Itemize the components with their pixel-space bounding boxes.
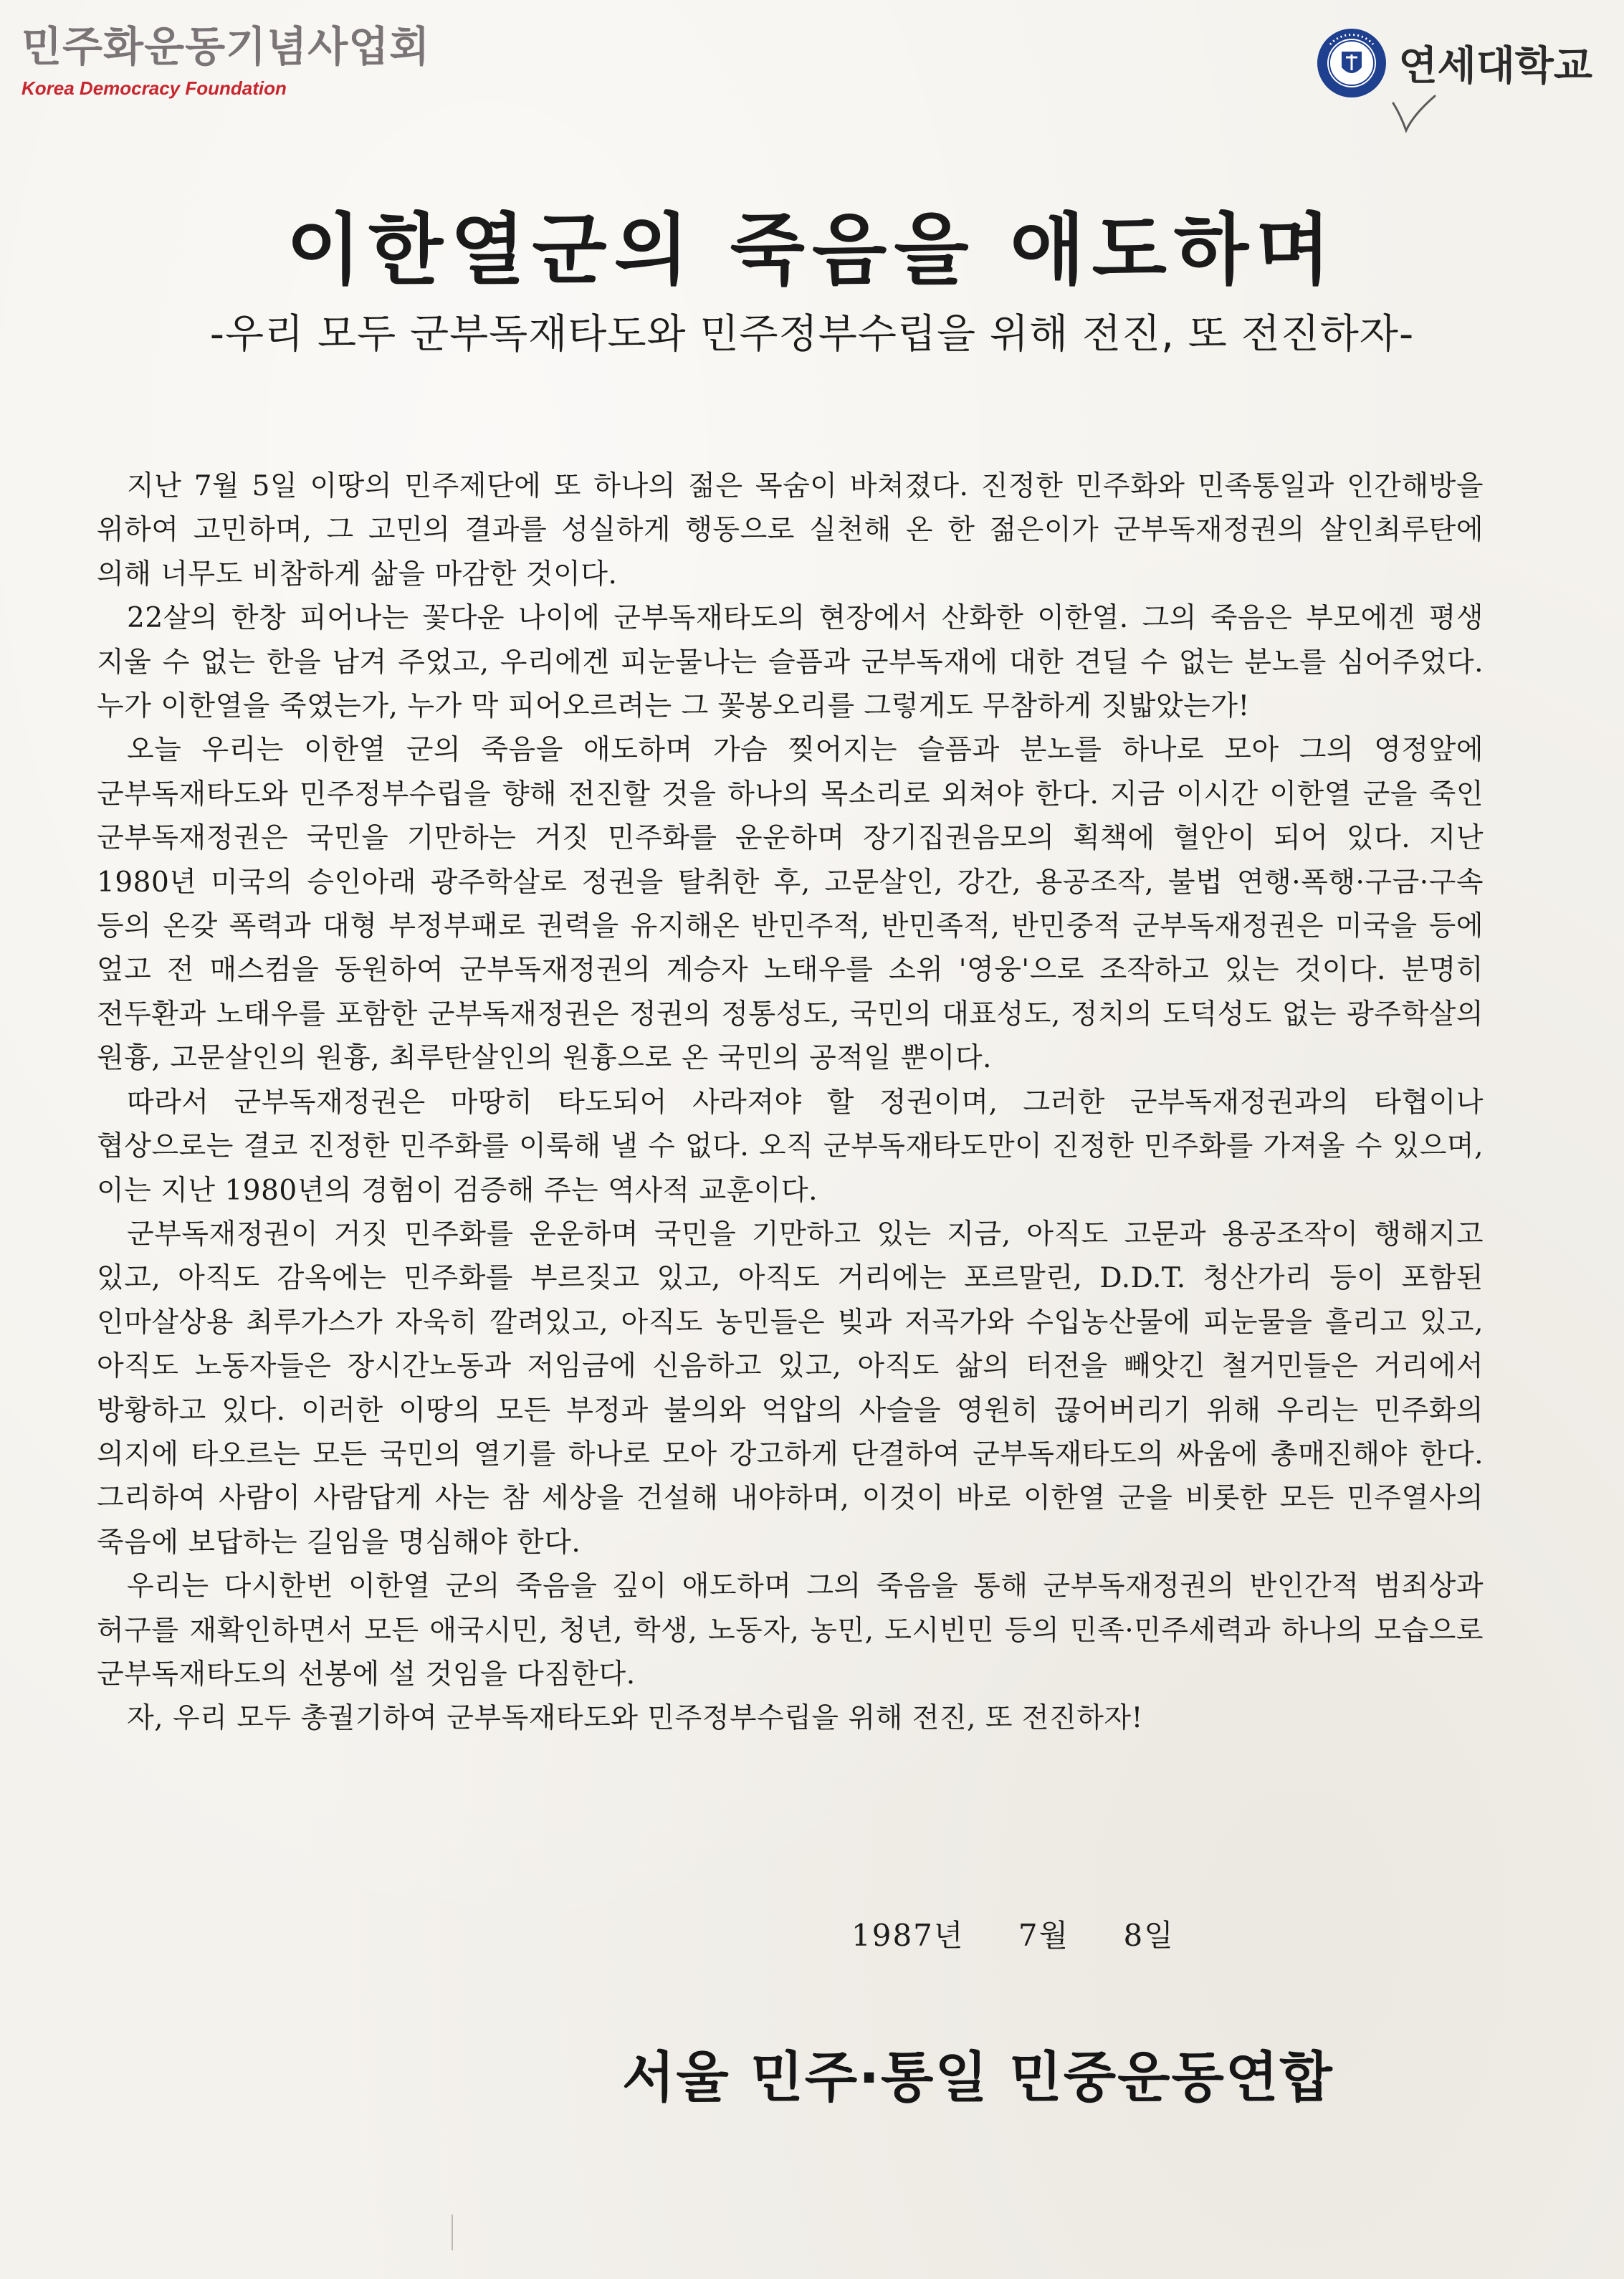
body-paragraph: 오늘 우리는 이한열 군의 죽음을 애도하며 가슴 찢어지는 슬픔과 분노를 하나로 모아 그의 영정앞에 군부독재타도와 민주정부수립을 향해 전진할 것을 하나의 목소리로 외쳐야 한다. 지금 이시간 이한열 군을 죽인 군부독재정권은 국민을 기만하는 거짓 민주화를 운운하며 장기집권음모의 획책에 혈안이 되어 있다. 지난 1980년 미국의 승인아래 광주학살로 정권을 탈취한 후, 고문살인, 강간, 용공조작, 불법 연행·폭행·구금·구속 등의 온갖 폭력과 대형 부정부패로 권력을 유지해온 반민주적, 반민족적, 반민중적 군부독재정권은 미국을 등에 엎고 전 매스컴을 동원하여 군부독재정권의 계승자 노태우를 소위 '영웅'으로 조작하고 있는 것이다. 분명히 전두환과 노태우를 포함한 군부독재정권은 정권의 정통성도, 국민의 대표성도, 정치의 도덕성도 없는 광주학살의 원흉, 고문살인의 원흉, 최루탄살인의 원흉으로 온 국민의 공적일 뿐이다.	[97, 734, 1484, 1075]
issuer-signature: 서울 민주·통일 민중운동연합	[622, 2045, 1334, 2109]
university-logo	[1316, 27, 1592, 99]
document-title: 이한열군의 죽음을 애도하며	[286, 206, 1338, 295]
document-body	[97, 464, 1484, 1741]
foundation-name-korean: 민주화운동기념사업회	[22, 22, 431, 71]
paper-fold-mark	[452, 2214, 453, 2250]
date-day: 8일	[1123, 1918, 1175, 1953]
document-subtitle: -우리 모두 군부독재타도와 민주정부수립을 위해 전진, 또 전진하자-	[209, 311, 1415, 358]
body-paragraph: 22살의 한창 피어나는 꽃다운 나이에 군부독재타도의 현장에서 산화한 이한열. 그의 죽음은 부모에겐 평생 지울 수 없는 한을 남겨 주었고, 우리에겐 피눈물나는 슬픔과 군부독재에 대한 견딜 수 없는 분노를 심어주었다. 누가 이한열을 죽였는가, 누가 막 피어오르려는 그 꽃봉오리를 그렇게도 무참하게 짓밟았는가!	[97, 602, 1484, 723]
date-month: 7월	[1018, 1918, 1070, 1953]
body-paragraph: 자, 우리 모두 총궐기하여 군부독재타도와 민주정부수립을 위해 전진, 또 전진하자!	[127, 1702, 1143, 1735]
document-date	[851, 1912, 1175, 1955]
body-paragraph: 지난 7월 5일 이땅의 민주제단에 또 하나의 젊은 목숨이 바쳐졌다. 진정한 민주화와 민족통일과 인간해방을 위하여 고민하며, 그 고민의 결과를 성실하게 행동으로 실천해 온 한 젊은이가 군부독재정권의 살인최루탄에 의해 너무도 비참하게 삶을 마감한 것이다.	[97, 470, 1484, 591]
university-name: 연세대학교	[1398, 43, 1592, 90]
foundation-name-english: Korea Democracy Foundation	[22, 77, 287, 99]
body-paragraph: 우리는 다시한번 이한열 군의 죽음을 깊이 애도하며 그의 죽음을 통해 군부독재정권의 반인간적 범죄상과 허구를 재확인하면서 모든 애국시민, 청년, 학생, 노동자, 농민, 도시빈민 등의 민족·민주세력과 하나의 모습으로 군부독재타도의 선봉에 설 것임을 다짐한다.	[97, 1570, 1484, 1691]
body-paragraph: 군부독재정권이 거짓 민주화를 운운하며 국민을 기만하고 있는 지금, 아직도 고문과 용공조작이 행해지고 있고, 아직도 감옥에는 민주화를 부르짖고 있고, 아직도 거리에는 포르말린, D.D.T. 청산가리 등이 포함된 인마살상용 최루가스가 자욱히 깔려있고, 아직도 농민들은 빚과 저곡가와 수입농산물에 피눈물을 흘리고 있고, 아직도 노동자들은 장시간노동과 저임금에 신음하고 있고, 아직도 삶의 터전을 빼앗긴 철거민들은 거리에서 방황하고 있다. 이러한 이땅의 모든 부정과 불의와 억압의 사슬을 영원히 끊어버리기 위해 우리는 민주화의 의지에 타오르는 모든 국민의 열기를 하나로 모아 강고하게 단결하여 군부독재타도의 싸움에 총매진해야 한다. 그리하여 사람이 사람답게 사는 참 세상을 건설해 내야하며, 이것이 바로 이한열 군을 비롯한 모든 민주열사의 죽음에 보답하는 길임을 명심해야 한다.	[97, 1218, 1484, 1559]
body-paragraph: 따라서 군부독재정권은 마땅히 타도되어 사라져야 할 정권이며, 그러한 군부독재정권과의 타협이나 협상으로는 결코 진정한 민주화를 이룩해 낼 수 없다. 오직 군부독재타도만이 진정한 민주화를 가져올 수 있으며, 이는 지난 1980년의 경험이 검증해 주는 역사적 교훈이다.	[97, 1086, 1484, 1207]
date-year: 1987년	[851, 1918, 965, 1953]
university-seal-icon	[1316, 27, 1387, 99]
handwritten-check-mark	[1389, 93, 1439, 136]
foundation-logo	[22, 22, 431, 100]
